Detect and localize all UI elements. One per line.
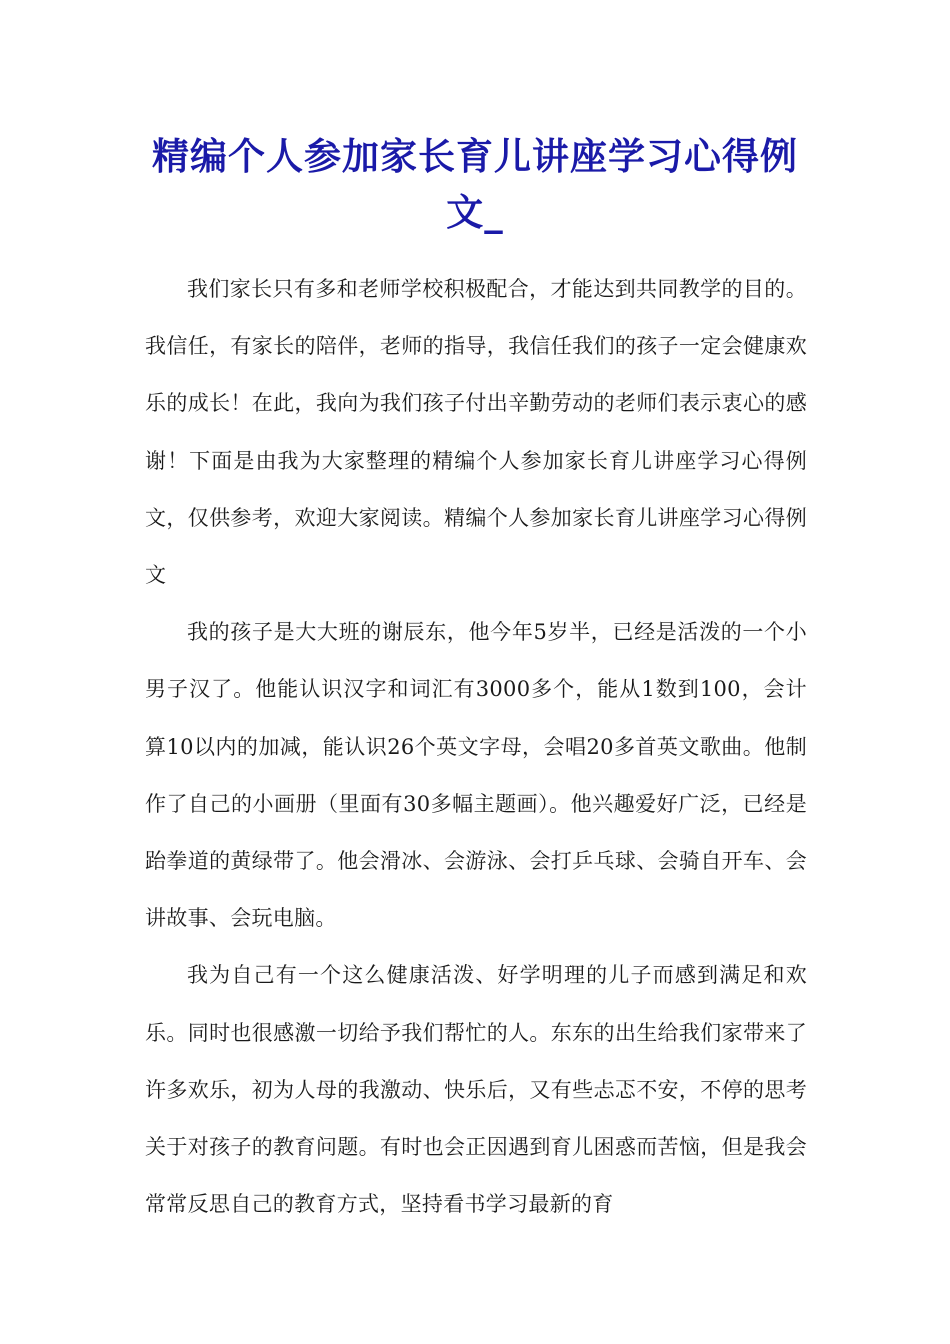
paragraph-intro: 我们家长只有多和老师学校积极配合，才能达到共同教学的目的。我信任，有家长的陪伴，老师的指导，我信任我们的孩子一定会健康欢乐的成长！在此，我向为我们孩子付出辛勤劳动的老师们表示衷心的感谢！下面是由我为大家整理的精编个人参加家长育儿讲座学习心得例文，仅供参考，欢迎大家阅读。精编个人参加家长育儿讲座学习心得例文 bbox=[145, 277, 807, 588]
document-title: 精编个人参加家长育儿讲座学习心得例文_ bbox=[152, 134, 798, 234]
paragraph-parent-reflection: 我为自己有一个这么健康活泼、好学明理的儿子而感到满足和欢乐。同时也很感激一切给予我们帮忙的人。东东的出生给我们家带来了许多欢乐，初为人母的我激动、快乐后，又有些忐忑不安，不停的思考关于对孩子的教育问题。有时也会正因遇到育儿困惑而苦恼，但是我会常常反思自己的教育方式，坚持看书学习最新的育 bbox=[145, 963, 807, 1217]
document-body bbox=[145, 261, 807, 1233]
paragraph-child-description: 我的孩子是大大班的谢辰东，他今年5岁半，已经是活泼的一个小男子汉了。他能认识汉字和词汇有3000多个，能从1数到100，会计算10以内的加减，能认识26个英文字母，会唱20多首英文歌曲。他制作了自己的小画册（里面有30多幅主题画）。他兴趣爱好广泛，已经是跆拳道的黄绿带了。他会滑冰、会游泳、会打乒乓球、会骑自开车、会讲故事、会玩电脑。 bbox=[145, 620, 807, 931]
